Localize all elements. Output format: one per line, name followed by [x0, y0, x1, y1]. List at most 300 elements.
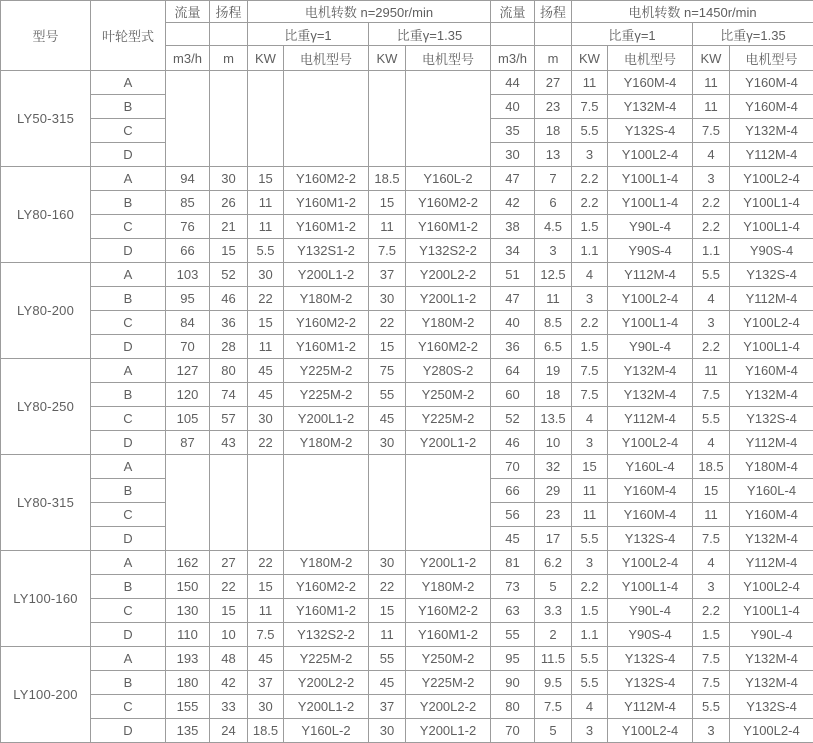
cell-flow-1450: 64	[491, 359, 535, 383]
cell-motor-g135-2950: Y200L1-2	[406, 719, 491, 743]
table-header	[1, 1, 813, 71]
cell-motor-g1-2950: Y160M2-2	[284, 311, 369, 335]
cell-head-2950: 21	[210, 215, 248, 239]
cell-kw-g135-2950: 37	[369, 695, 406, 719]
cell-motor-g135-1450: Y160M-4	[730, 95, 813, 119]
cell-flow-1450: 90	[491, 671, 535, 695]
cell-flow-1450: 35	[491, 119, 535, 143]
cell-head-1450: 2	[535, 623, 572, 647]
cell-kw-g1-2950-empty	[248, 455, 284, 551]
cell-kw-g1-1450: 1.1	[572, 623, 608, 647]
cell-kw-g1-1450: 1.1	[572, 239, 608, 263]
cell-motor-g135-2950: Y280S-2	[406, 359, 491, 383]
cell-motor-g1-2950: Y225M-2	[284, 647, 369, 671]
cell-motor-g135-2950: Y200L2-2	[406, 263, 491, 287]
cell-motor-g1-1450: Y100L2-4	[608, 287, 693, 311]
header-empty-cell	[210, 23, 248, 46]
cell-head-1450: 9.5	[535, 671, 572, 695]
cell-kw-g135-2950: 7.5	[369, 239, 406, 263]
impeller-cell: D	[91, 431, 166, 455]
cell-kw-g135-1450: 3	[693, 167, 730, 191]
cell-head-1450: 3.3	[535, 599, 572, 623]
table-row	[1, 311, 813, 335]
cell-kw-g135-1450: 11	[693, 359, 730, 383]
cell-motor-g1-2950: Y200L2-2	[284, 671, 369, 695]
cell-kw-g135-2950: 75	[369, 359, 406, 383]
cell-head-1450: 18	[535, 383, 572, 407]
cell-motor-g1-1450: Y112M-4	[608, 695, 693, 719]
cell-kw-g1-2950: 22	[248, 431, 284, 455]
impeller-cell: D	[91, 143, 166, 167]
cell-motor-g1-2950: Y200L1-2	[284, 407, 369, 431]
cell-kw-g1-1450: 5.5	[572, 647, 608, 671]
impeller-cell: A	[91, 263, 166, 287]
cell-motor-g1-1450: Y100L1-4	[608, 167, 693, 191]
cell-kw-g135-1450: 2.2	[693, 191, 730, 215]
cell-motor-g135-1450: Y132M-4	[730, 383, 813, 407]
cell-kw-g135-1450: 5.5	[693, 407, 730, 431]
cell-flow-1450: 80	[491, 695, 535, 719]
cell-head-1450: 11.5	[535, 647, 572, 671]
cell-flow-2950: 127	[166, 359, 210, 383]
impeller-cell: D	[91, 239, 166, 263]
cell-flow-1450: 38	[491, 215, 535, 239]
cell-kw-g1-2950: 7.5	[248, 623, 284, 647]
table-row	[1, 287, 813, 311]
cell-kw-g1-2950: 22	[248, 551, 284, 575]
cell-flow-2950: 94	[166, 167, 210, 191]
cell-kw-g135-2950: 45	[369, 407, 406, 431]
cell-flow-1450: 44	[491, 71, 535, 95]
cell-kw-g1-2950: 22	[248, 287, 284, 311]
cell-flow-1450: 30	[491, 143, 535, 167]
table-row	[1, 431, 813, 455]
cell-head-2950: 15	[210, 239, 248, 263]
cell-motor-g135-1450: Y112M-4	[730, 143, 813, 167]
cell-motor-g1-2950-empty	[284, 71, 369, 167]
cell-flow-2950: 120	[166, 383, 210, 407]
cell-head-2950: 46	[210, 287, 248, 311]
cell-motor-g1-2950: Y180M-2	[284, 431, 369, 455]
table-row	[1, 551, 813, 575]
cell-head-1450: 6	[535, 191, 572, 215]
cell-kw-g1-1450: 7.5	[572, 95, 608, 119]
cell-flow-1450: 40	[491, 95, 535, 119]
table-row	[1, 575, 813, 599]
cell-kw-g1-1450: 3	[572, 143, 608, 167]
cell-head-1450: 6.5	[535, 335, 572, 359]
cell-motor-g1-2950: Y225M-2	[284, 383, 369, 407]
cell-motor-g1-1450: Y90S-4	[608, 623, 693, 647]
impeller-cell: B	[91, 191, 166, 215]
cell-head-2950: 22	[210, 575, 248, 599]
cell-kw-g135-1450: 5.5	[693, 695, 730, 719]
impeller-cell: B	[91, 383, 166, 407]
cell-head-2950: 28	[210, 335, 248, 359]
cell-head-2950: 80	[210, 359, 248, 383]
cell-kw-g1-2950: 15	[248, 311, 284, 335]
cell-kw-g135-1450: 7.5	[693, 527, 730, 551]
cell-kw-g135-1450: 11	[693, 503, 730, 527]
cell-kw-g135-1450: 11	[693, 71, 730, 95]
impeller-cell: D	[91, 623, 166, 647]
impeller-cell: C	[91, 695, 166, 719]
header-head-unit-2950: m	[210, 46, 248, 71]
cell-motor-g135-2950-empty	[406, 71, 491, 167]
cell-flow-1450: 47	[491, 167, 535, 191]
cell-motor-g135-1450: Y132M-4	[730, 671, 813, 695]
cell-kw-g1-2950: 15	[248, 167, 284, 191]
cell-flow-1450: 55	[491, 623, 535, 647]
cell-motor-g135-2950: Y200L1-2	[406, 287, 491, 311]
cell-kw-g1-1450: 1.5	[572, 599, 608, 623]
cell-motor-g135-2950: Y200L1-2	[406, 431, 491, 455]
header-empty-cell	[491, 23, 535, 46]
cell-motor-g135-1450: Y90S-4	[730, 239, 813, 263]
cell-kw-g1-2950-empty	[248, 71, 284, 167]
impeller-cell: C	[91, 215, 166, 239]
cell-head-2950: 43	[210, 431, 248, 455]
cell-flow-1450: 36	[491, 335, 535, 359]
header-head-2950: 扬程	[210, 1, 248, 23]
header-flow-2950: 流量	[166, 1, 210, 23]
cell-kw-g135-1450: 15	[693, 479, 730, 503]
impeller-cell: C	[91, 599, 166, 623]
cell-head-1450: 5	[535, 575, 572, 599]
impeller-cell: B	[91, 287, 166, 311]
cell-kw-g135-2950: 37	[369, 263, 406, 287]
cell-motor-g135-2950: Y160M1-2	[406, 623, 491, 647]
cell-flow-1450: 40	[491, 311, 535, 335]
cell-head-1450: 19	[535, 359, 572, 383]
header-head-unit-1450: m	[535, 46, 572, 71]
cell-motor-g135-1450: Y132M-4	[730, 647, 813, 671]
cell-flow-2950: 162	[166, 551, 210, 575]
cell-motor-g135-2950-empty	[406, 455, 491, 551]
cell-kw-g135-2950: 22	[369, 311, 406, 335]
cell-kw-g1-1450: 11	[572, 479, 608, 503]
cell-head-2950: 42	[210, 671, 248, 695]
cell-motor-g135-1450: Y100L2-4	[730, 311, 813, 335]
cell-motor-g135-2950: Y180M-2	[406, 575, 491, 599]
cell-head-2950: 57	[210, 407, 248, 431]
cell-head-1450: 3	[535, 239, 572, 263]
cell-head-2950: 48	[210, 647, 248, 671]
cell-head-1450: 17	[535, 527, 572, 551]
table-row	[1, 167, 813, 191]
cell-head-1450: 4.5	[535, 215, 572, 239]
cell-motor-g1-2950: Y160M1-2	[284, 215, 369, 239]
cell-kw-g135-1450: 3	[693, 311, 730, 335]
cell-flow-2950: 66	[166, 239, 210, 263]
cell-kw-g1-2950: 11	[248, 191, 284, 215]
cell-motor-g1-1450: Y100L2-4	[608, 143, 693, 167]
cell-kw-g135-1450: 2.2	[693, 599, 730, 623]
cell-kw-g1-2950: 11	[248, 335, 284, 359]
cell-kw-g1-1450: 3	[572, 287, 608, 311]
cell-kw-g1-1450: 7.5	[572, 383, 608, 407]
table-row	[1, 599, 813, 623]
cell-motor-g135-1450: Y100L2-4	[730, 719, 813, 743]
cell-motor-g135-1450: Y132S-4	[730, 407, 813, 431]
cell-flow-2950: 105	[166, 407, 210, 431]
impeller-cell: B	[91, 575, 166, 599]
cell-flow-1450: 47	[491, 287, 535, 311]
header-head-1450: 扬程	[535, 1, 572, 23]
impeller-cell: C	[91, 119, 166, 143]
cell-head-1450: 10	[535, 431, 572, 455]
cell-motor-g1-2950-empty	[284, 455, 369, 551]
cell-motor-g135-1450: Y100L1-4	[730, 215, 813, 239]
cell-kw-g1-1450: 4	[572, 695, 608, 719]
cell-motor-g1-1450: Y132M-4	[608, 95, 693, 119]
cell-kw-g1-2950: 18.5	[248, 719, 284, 743]
cell-motor-g135-1450: Y112M-4	[730, 287, 813, 311]
cell-kw-g135-2950: 18.5	[369, 167, 406, 191]
cell-motor-g1-2950: Y160M1-2	[284, 335, 369, 359]
cell-motor-g1-1450: Y132S-4	[608, 527, 693, 551]
cell-kw-g1-1450: 4	[572, 263, 608, 287]
cell-flow-2950: 110	[166, 623, 210, 647]
header-motor-g1-2950: 电机型号	[284, 46, 369, 71]
cell-kw-g135-1450: 4	[693, 143, 730, 167]
cell-flow-2950: 150	[166, 575, 210, 599]
cell-motor-g1-1450: Y90L-4	[608, 599, 693, 623]
cell-kw-g135-2950: 30	[369, 551, 406, 575]
cell-motor-g1-1450: Y160M-4	[608, 503, 693, 527]
table-row	[1, 407, 813, 431]
table-row	[1, 191, 813, 215]
model-cell: LY80-200	[1, 263, 91, 359]
cell-head-1450: 5	[535, 719, 572, 743]
header-gravity135-1450: 比重γ=1.35	[693, 23, 813, 46]
cell-kw-g1-1450: 2.2	[572, 311, 608, 335]
cell-head-1450: 29	[535, 479, 572, 503]
cell-motor-g1-2950: Y160M1-2	[284, 191, 369, 215]
cell-kw-g1-1450: 11	[572, 503, 608, 527]
cell-kw-g135-1450: 3	[693, 719, 730, 743]
cell-motor-g1-2950: Y132S1-2	[284, 239, 369, 263]
table-row	[1, 719, 813, 743]
model-cell: LY100-200	[1, 647, 91, 743]
impeller-cell: B	[91, 95, 166, 119]
cell-kw-g135-1450: 7.5	[693, 383, 730, 407]
impeller-cell: C	[91, 503, 166, 527]
impeller-cell: A	[91, 71, 166, 95]
impeller-cell: C	[91, 311, 166, 335]
cell-motor-g135-2950: Y200L2-2	[406, 695, 491, 719]
header-motor-g135-1450: 电机型号	[730, 46, 813, 71]
impeller-cell: D	[91, 719, 166, 743]
cell-motor-g1-1450: Y160M-4	[608, 71, 693, 95]
cell-kw-g135-2950: 55	[369, 383, 406, 407]
cell-motor-g1-2950: Y180M-2	[284, 287, 369, 311]
cell-flow-1450: 56	[491, 503, 535, 527]
cell-head-1450: 13	[535, 143, 572, 167]
cell-motor-g1-1450: Y90S-4	[608, 239, 693, 263]
cell-head-2950: 24	[210, 719, 248, 743]
model-cell: LY80-315	[1, 455, 91, 551]
cell-kw-g135-1450: 4	[693, 287, 730, 311]
header-kw-g135-2950: KW	[369, 46, 406, 71]
cell-flow-1450: 45	[491, 527, 535, 551]
cell-head-1450: 7	[535, 167, 572, 191]
cell-motor-g1-1450: Y90L-4	[608, 215, 693, 239]
cell-kw-g135-1450: 2.2	[693, 335, 730, 359]
impeller-cell: A	[91, 359, 166, 383]
cell-motor-g135-2950: Y225M-2	[406, 407, 491, 431]
cell-motor-g1-1450: Y132S-4	[608, 671, 693, 695]
cell-head-2950: 15	[210, 599, 248, 623]
cell-kw-g1-1450: 5.5	[572, 119, 608, 143]
cell-motor-g135-1450: Y160M-4	[730, 71, 813, 95]
cell-kw-g1-1450: 5.5	[572, 527, 608, 551]
model-cell: LY50-315	[1, 71, 91, 167]
cell-flow-1450: 60	[491, 383, 535, 407]
cell-kw-g135-1450: 1.5	[693, 623, 730, 647]
cell-motor-g1-1450: Y132S-4	[608, 119, 693, 143]
cell-motor-g135-1450: Y132M-4	[730, 119, 813, 143]
header-kw-g135-1450: KW	[693, 46, 730, 71]
cell-head-1450: 23	[535, 503, 572, 527]
cell-motor-g1-1450: Y100L2-4	[608, 551, 693, 575]
cell-kw-g1-1450: 15	[572, 455, 608, 479]
table-row	[1, 239, 813, 263]
cell-head-1450: 12.5	[535, 263, 572, 287]
cell-flow-2950-empty	[166, 71, 210, 167]
impeller-cell: D	[91, 527, 166, 551]
cell-head-2950: 33	[210, 695, 248, 719]
header-flow-1450: 流量	[491, 1, 535, 23]
cell-kw-g135-2950: 11	[369, 215, 406, 239]
cell-flow-1450: 70	[491, 719, 535, 743]
impeller-cell: D	[91, 335, 166, 359]
table-row	[1, 623, 813, 647]
cell-motor-g135-1450: Y100L1-4	[730, 335, 813, 359]
cell-head-2950: 74	[210, 383, 248, 407]
cell-flow-2950: 135	[166, 719, 210, 743]
cell-motor-g135-1450: Y100L2-4	[730, 575, 813, 599]
cell-kw-g1-1450: 7.5	[572, 359, 608, 383]
cell-kw-g1-1450: 1.5	[572, 215, 608, 239]
cell-flow-2950-empty	[166, 455, 210, 551]
cell-kw-g135-2950: 30	[369, 431, 406, 455]
cell-motor-g1-1450: Y112M-4	[608, 407, 693, 431]
cell-kw-g1-2950: 30	[248, 407, 284, 431]
cell-motor-g135-2950: Y225M-2	[406, 671, 491, 695]
cell-flow-2950: 193	[166, 647, 210, 671]
cell-kw-g135-1450: 7.5	[693, 647, 730, 671]
cell-kw-g135-1450: 11	[693, 95, 730, 119]
model-cell: LY80-250	[1, 359, 91, 455]
table-row	[1, 383, 813, 407]
cell-motor-g135-1450: Y132M-4	[730, 527, 813, 551]
header-empty-cell	[166, 23, 210, 46]
cell-kw-g1-1450: 3	[572, 431, 608, 455]
cell-flow-2950: 70	[166, 335, 210, 359]
cell-motor-g1-1450: Y100L1-4	[608, 575, 693, 599]
table-row	[1, 263, 813, 287]
cell-flow-2950: 95	[166, 287, 210, 311]
cell-flow-2950: 103	[166, 263, 210, 287]
cell-motor-g135-1450: Y100L1-4	[730, 599, 813, 623]
header-flow-unit-2950: m3/h	[166, 46, 210, 71]
cell-flow-1450: 95	[491, 647, 535, 671]
header-gravity1-1450: 比重γ=1	[572, 23, 693, 46]
cell-flow-2950: 130	[166, 599, 210, 623]
cell-kw-g1-2950: 45	[248, 383, 284, 407]
cell-motor-g135-2950: Y180M-2	[406, 311, 491, 335]
cell-flow-1450: 73	[491, 575, 535, 599]
header-kw-g1-2950: KW	[248, 46, 284, 71]
cell-kw-g1-2950: 37	[248, 671, 284, 695]
cell-head-1450: 18	[535, 119, 572, 143]
cell-motor-g1-1450: Y100L2-4	[608, 431, 693, 455]
cell-motor-g135-1450: Y132S-4	[730, 263, 813, 287]
cell-motor-g135-2950: Y250M-2	[406, 383, 491, 407]
cell-motor-g1-1450: Y90L-4	[608, 335, 693, 359]
cell-head-1450: 32	[535, 455, 572, 479]
header-kw-g1-1450: KW	[572, 46, 608, 71]
model-cell: LY100-160	[1, 551, 91, 647]
header-gravity135-2950: 比重γ=1.35	[369, 23, 491, 46]
cell-kw-g135-2950-empty	[369, 71, 406, 167]
cell-head-2950-empty	[210, 455, 248, 551]
cell-kw-g1-1450: 2.2	[572, 191, 608, 215]
cell-motor-g1-1450: Y160M-4	[608, 479, 693, 503]
table-row	[1, 671, 813, 695]
impeller-cell: B	[91, 479, 166, 503]
cell-head-2950: 26	[210, 191, 248, 215]
cell-head-1450: 11	[535, 287, 572, 311]
cell-motor-g1-2950: Y180M-2	[284, 551, 369, 575]
cell-motor-g1-1450: Y100L1-4	[608, 311, 693, 335]
cell-flow-1450: 81	[491, 551, 535, 575]
table-body	[1, 71, 813, 743]
table-row	[1, 71, 813, 95]
cell-flow-1450: 46	[491, 431, 535, 455]
cell-motor-g1-2950: Y160M2-2	[284, 167, 369, 191]
header-motor-g1-1450: 电机型号	[608, 46, 693, 71]
cell-kw-g1-1450: 2.2	[572, 575, 608, 599]
cell-kw-g135-2950: 45	[369, 671, 406, 695]
cell-flow-2950: 180	[166, 671, 210, 695]
impeller-cell: A	[91, 167, 166, 191]
cell-kw-g1-2950: 45	[248, 647, 284, 671]
cell-kw-g1-1450: 3	[572, 719, 608, 743]
cell-motor-g135-1450: Y100L2-4	[730, 167, 813, 191]
cell-kw-g1-2950: 45	[248, 359, 284, 383]
cell-motor-g135-2950: Y160M2-2	[406, 335, 491, 359]
cell-flow-1450: 52	[491, 407, 535, 431]
cell-head-2950: 10	[210, 623, 248, 647]
cell-motor-g1-2950: Y225M-2	[284, 359, 369, 383]
cell-head-1450: 27	[535, 71, 572, 95]
cell-kw-g135-1450: 1.1	[693, 239, 730, 263]
cell-kw-g135-2950: 11	[369, 623, 406, 647]
table-row	[1, 359, 813, 383]
cell-motor-g1-2950: Y160M1-2	[284, 599, 369, 623]
cell-motor-g1-1450: Y100L2-4	[608, 719, 693, 743]
header-row-1	[1, 1, 813, 23]
cell-motor-g1-2950: Y160M2-2	[284, 575, 369, 599]
cell-kw-g135-1450: 3	[693, 575, 730, 599]
cell-motor-g135-1450: Y132S-4	[730, 695, 813, 719]
cell-motor-g135-2950: Y250M-2	[406, 647, 491, 671]
header-speed-1450: 电机转数 n=1450r/min	[572, 1, 813, 23]
cell-kw-g135-2950: 15	[369, 335, 406, 359]
cell-head-1450: 23	[535, 95, 572, 119]
